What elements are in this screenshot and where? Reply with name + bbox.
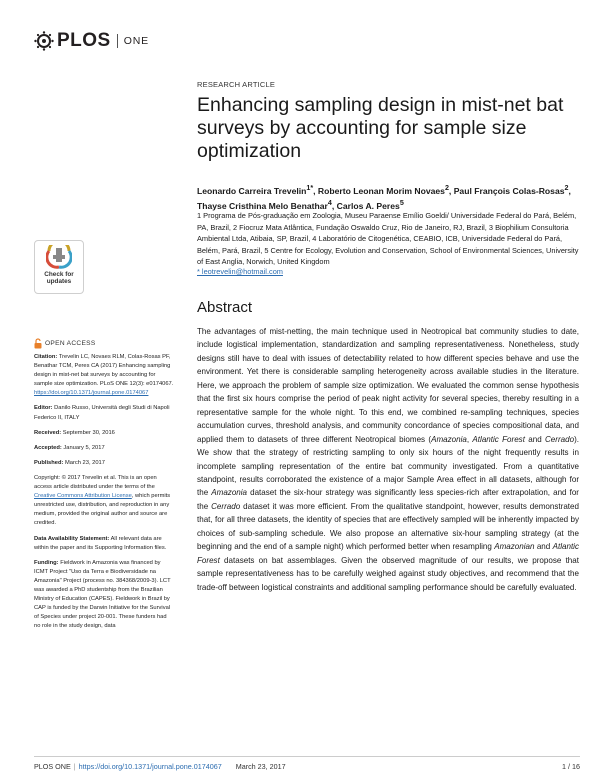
accepted-date: Accepted: January 5, 2017 (34, 444, 105, 451)
citation: Citation: Trevelin LC, Novaes RLM, Colas-Rosas PF, Benathar TCM, Peres CA (2017) Enhancing sampling design in mist-net bat surveys by accounting for sample size optimization. PLoS ONE 12(3): e0174067. https://doi.org/10.1371/journal.pone.0174067 (34, 354, 174, 397)
article-metadata (34, 353, 174, 637)
author[interactable]: Carlos A. Peres$^5$ (336, 198, 404, 211)
open-access-label: OPEN ACCESS (34, 338, 96, 349)
citation-doi-link[interactable]: https://doi.org/10.1371/journal.pone.0174067 (34, 390, 149, 397)
funding: Funding: Fieldwork in Amazonia was financed by ICMT Project "Uso da Terra e Biodiversidade na Amazonia" Project (process no. 384368/2009-3). LCT was awarded a PhD studentship from the Brazilian Ministry of Education (CAPES). Fieldwork in Brazil by CAP is funded by the Darwin Initiative for the Survival of Species under project 20-001. These funders had no role in the study design, data (34, 559, 171, 630)
article-title: Enhancing sampling design in mist-net bat surveys by accounting for sample size optimization (197, 94, 564, 162)
footer-doi-link[interactable]: https://doi.org/10.1371/journal.pone.0174067 (78, 762, 222, 771)
data-availability: Data Availability Statement: All relevant data are within the paper and its Supporting Information files. (34, 535, 167, 551)
journal-name: ONE (123, 35, 149, 47)
footer-divider (34, 756, 580, 757)
author-list: Leonardo Carreira Trevelin$^{1*}$, Roberto Leonan Morim Novaes$^2$, Paul François Colas-Rosas$^2$, Thayse Cristhina Melo Benathar$^4$, Carlos A. Peres$^5$ (197, 184, 571, 211)
plos-logo-icon (34, 31, 54, 51)
crossmark-icon (46, 245, 72, 269)
page-number: 1 / 16 (562, 762, 580, 771)
author[interactable]: Paul François Colas-Rosas$^2$ (453, 184, 569, 196)
page-footer: PLOS ONE | https://doi.org/10.1371/journal.pone.0174067 March 23, 2017 (34, 762, 286, 771)
abstract-heading: Abstract (197, 299, 253, 316)
copyright: Copyright: © 2017 Trevelin et al. This is an open access article distributed under the terms of the Creative Commons Attribution License, which permits unrestricted use, distribution, and reproduction in any medium, provided the original author and source are credited. (34, 474, 171, 527)
editor: Editor: Danilo Russo, Università degli Studi di Napoli Federico II, ITALY (34, 405, 170, 421)
published-date: Published: March 23, 2017 (34, 459, 105, 466)
author[interactable]: Leonardo Carreira Trevelin$^{1*}$ (197, 184, 314, 196)
corresponding-email[interactable] (197, 267, 283, 276)
plos-logo[interactable] (34, 30, 149, 52)
license-link[interactable]: Creative Commons Attribution License (34, 493, 132, 500)
affiliations: 1 Programa de Pós-graduação em Zoologia, Museu Paraense Emílio Goeldi/ Universidade Federal do Pará, Belém, PA, Brazil, 2 Fiocruz Mata Atlântica, Fundação Oswaldo Cruz, Rio de Janeiro, RJ, Brazil, 3 Biophilium Consultoria Ambiental Ltda, Atibaia, SP, Brazil, 4 Laboratório de Citogenética, CEABIO, ICB, Universidade Federal do Pará, Belém, Pará, Brazil, 5 Centre for Ecology, Evolution and Conservation, School of Environmental Sciences, University of East Anglia, Norwich, United Kingdom (197, 211, 579, 266)
received-date: Received: September 30, 2016 (34, 429, 115, 436)
footer-date: March 23, 2017 (235, 762, 286, 771)
author[interactable]: Roberto Leonan Morim Novaes$^2$ (317, 184, 449, 196)
brand-name: PLOS (57, 30, 111, 51)
open-lock-icon (34, 338, 42, 349)
logo-divider (117, 34, 118, 48)
footer-journal: PLOS ONE (34, 762, 71, 771)
email-link[interactable]: * leotrevelin@hotmail.com (197, 267, 283, 276)
check-for-updates-badge[interactable] (34, 240, 84, 294)
badge-label: Check for updates (44, 271, 74, 285)
author[interactable]: Thayse Cristhina Melo Benathar$^4$ (197, 198, 332, 211)
abstract-body: The advantages of mist-netting, the main technique used in Neotropical bat community studies to date, include logistical implementation, standardization and sampling representativeness. Nonetheless, study designs still have to deal with issues of detectability related to how different species behave and use the environment. Yet there is considerable sampling heterogeneity across available studies in the literature. Here, we approach the problem of sample size optimization. We evaluated the common sense hypothesis that the first six hours comprise the period of peak night activity for several species, thereby resulting in a representative sample for the whole night. To this end, we combined re-sampling techniques, species accumulation curves, threshold analysis, and community concordance of species compositional data, and applied them to datasets of three different Neotropical biomes (Amazonia, Atlantic Forest and Cerrado). We show that the strategy of restricting sampling to only six hours of the night frequently results in incomplete sampling representation of the entire bat community investigated. From a quantitative standpoint, results corroborated the existence of a major Sample Area effect in all datasets, although for the Amazonia dataset the six-hour strategy was significantly less species-rich after extrapolation, and for the Cerrado dataset it was more efficient. From the qualitative standpoint, however, results demonstrated that, for all three datasets, the identity of species that are effectively sampled will be inherently impacted by choices of sub-sampling schedule. We also propose an alternative six-hour sampling strategy (at the beginning and the end of a sample night) which performed better when resampling Amazonian and Atlantic Forest datasets on bat assemblages. Given the observed magnitude of our results, we propose that sample representativeness has to be carefully weighed against study objectives, and recommend that the trade-off between logistical constraints and additional sampling performance should be carefully evaluated. (197, 327, 579, 592)
article-type: RESEARCH ARTICLE (197, 80, 276, 89)
